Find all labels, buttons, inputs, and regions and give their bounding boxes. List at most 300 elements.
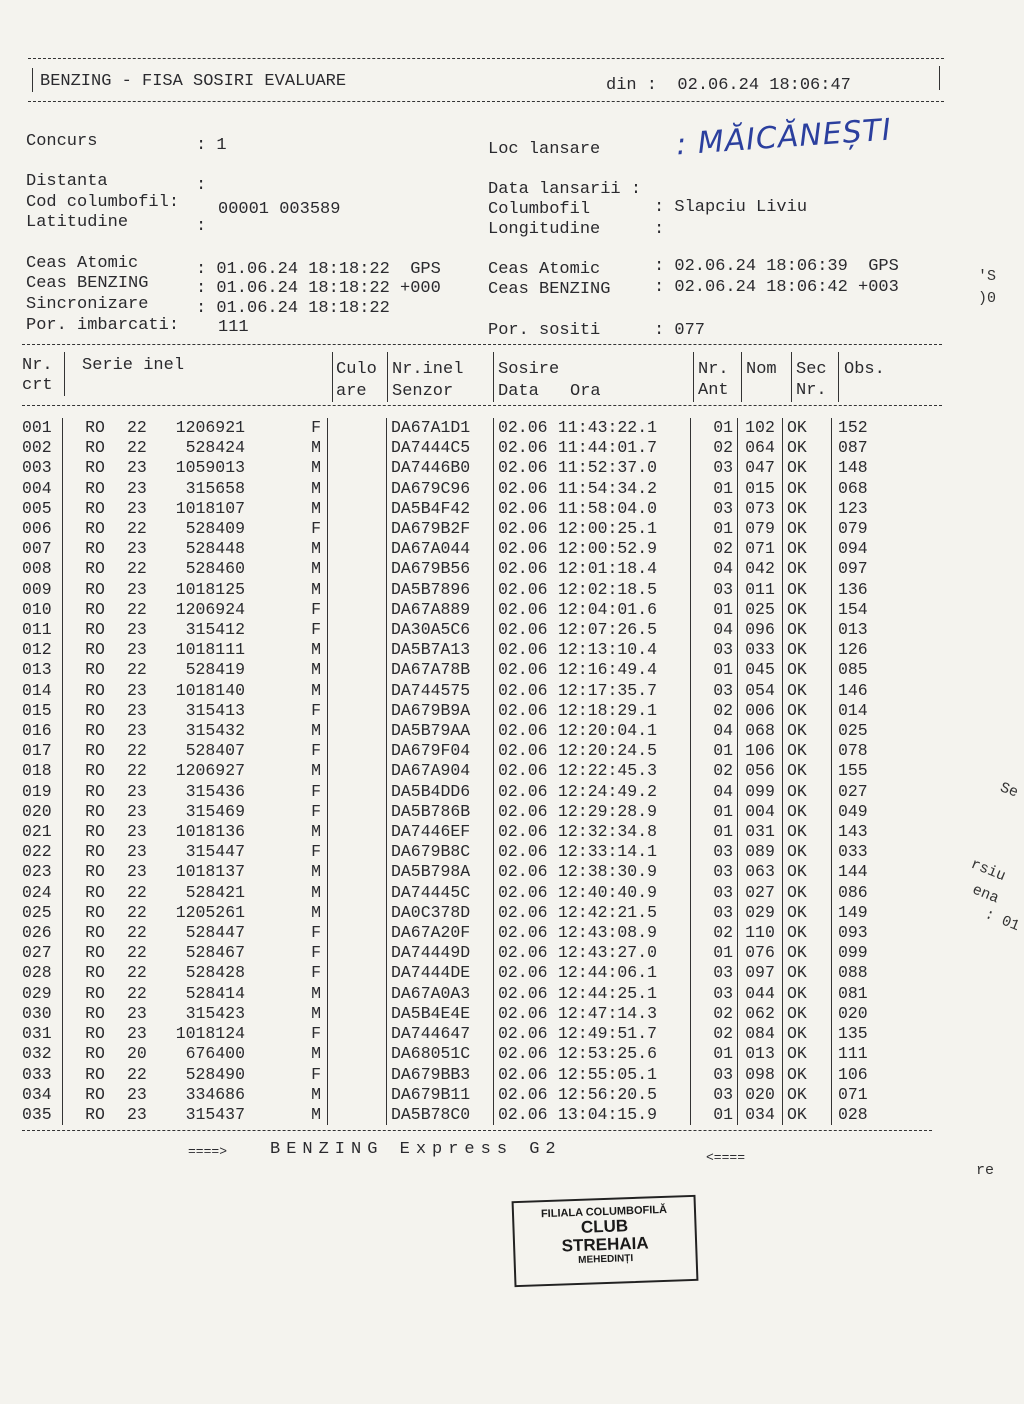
cell-ant: 03 (691, 862, 738, 882)
cell-nom: 064 (738, 438, 783, 458)
cell-culoare (328, 519, 387, 539)
table-row (22, 761, 898, 781)
cell-sec: OK (783, 458, 832, 478)
cell-ant: 02 (691, 1024, 738, 1044)
cell-ring: 315436 (185, 781, 245, 801)
cell-ring: 528448 (185, 539, 245, 559)
cell-yr: 23 (127, 700, 147, 720)
ceas-benzing-right-label: Ceas BENZING (488, 280, 611, 299)
cell-cc: RO (85, 801, 105, 821)
cell-ring: 1206927 (175, 761, 245, 781)
cell-ant: 02 (691, 1004, 738, 1024)
cell-time: 12:38:30.9 (558, 862, 691, 882)
cell-nom: 027 (738, 883, 783, 903)
col-serie-inel: Serie inel (82, 356, 185, 375)
cell-culoare (328, 600, 387, 620)
cell-cc: RO (85, 458, 105, 478)
cell-nr: 022 (22, 842, 63, 862)
ceas-benzing-value: : 01.06.24 18:18:22 +000 (196, 279, 441, 298)
cell-sex: F (249, 802, 328, 822)
cell-obs: 143 (838, 822, 868, 842)
cell-sec: OK (783, 862, 832, 882)
cell-nr: 005 (22, 499, 63, 519)
cell-obs: 068 (838, 478, 868, 498)
cell-nom: 068 (738, 721, 783, 741)
cell-sensor: DA5B78C0 (387, 1105, 494, 1125)
cell-ring: 315413 (185, 700, 245, 720)
table-row (22, 600, 898, 620)
cell-date: 02.06 (498, 418, 548, 437)
cell-yr: 23 (127, 1084, 147, 1104)
por-imbarcati-value: 111 (218, 318, 249, 337)
cell-obs: 152 (838, 418, 868, 437)
col-culoare-2: are (336, 382, 367, 401)
cell-sensor: DA5B4F42 (387, 499, 494, 519)
cod-columbofil-value: 00001 003589 (218, 200, 341, 219)
cell-ring: 1205261 (175, 902, 245, 922)
cell-obs: 135 (838, 1024, 868, 1044)
cell-sex: M (249, 640, 328, 660)
cell-time: 12:47:14.3 (558, 1004, 691, 1024)
cell-sex: F (249, 418, 328, 438)
cell-nr: 010 (22, 600, 63, 620)
cell-nom: 034 (738, 1105, 783, 1125)
stamp-line-1: FILIALA COLUMBOFILĂ (540, 1203, 668, 1221)
cell-ring: 315423 (185, 1003, 245, 1023)
columbofil-value: : Slapciu Liviu (654, 198, 808, 217)
cell-sex: M (249, 539, 328, 559)
cell-time: 12:55:05.1 (558, 1065, 691, 1085)
hdr-divider-8 (838, 352, 839, 402)
cell-ring: 315437 (185, 1104, 245, 1124)
cell-date: 02.06 (498, 741, 548, 761)
cell-sensor: DA679B8C (387, 842, 494, 862)
cell-date: 02.06 (498, 781, 548, 801)
edge-fragment-rsiu: rsiu (968, 855, 1008, 886)
cell-nom: 097 (738, 963, 783, 983)
cell-ring: 528407 (185, 741, 245, 761)
cell-nom: 020 (738, 1085, 783, 1105)
cell-sex: M (249, 458, 328, 478)
cell-nr: 025 (22, 903, 63, 923)
cell-yr: 23 (127, 1024, 147, 1044)
cell-cc: RO (85, 700, 105, 720)
cell-time: 11:44:01.7 (558, 438, 691, 458)
cell-cc: RO (85, 498, 105, 518)
ceas-atomic-right-label: Ceas Atomic (488, 260, 601, 279)
cell-nr: 014 (22, 681, 63, 701)
edge-fragment-re: re (976, 1162, 995, 1179)
cell-date: 02.06 (498, 680, 548, 700)
col-data: Data (498, 382, 539, 401)
cell-yr: 22 (127, 1064, 147, 1084)
cell-sex: F (249, 701, 328, 721)
cell-cc: RO (85, 478, 105, 498)
cell-sec: OK (783, 499, 832, 519)
cell-obs: 071 (838, 1084, 868, 1104)
cell-ant: 03 (691, 681, 738, 701)
cell-time: 12:13:10.4 (558, 640, 691, 660)
cell-nr: 018 (22, 761, 63, 781)
cell-ring: 315469 (185, 801, 245, 821)
cell-nr: 009 (22, 580, 63, 600)
cell-nom: 044 (738, 984, 783, 1004)
cell-nom: 004 (738, 802, 783, 822)
cell-cc: RO (85, 438, 105, 458)
cell-nom: 071 (738, 539, 783, 559)
ceas-atomic-label: Ceas Atomic (26, 254, 139, 273)
cell-culoare (328, 1024, 387, 1044)
cell-yr: 23 (127, 680, 147, 700)
footer-brand: BENZING Express G2 (270, 1140, 562, 1159)
cell-cc: RO (85, 1044, 105, 1064)
table-row (22, 741, 898, 761)
cell-sec: OK (783, 701, 832, 721)
cell-sec: OK (783, 1044, 832, 1064)
header-left-bar (32, 68, 33, 92)
cell-sex: F (249, 963, 328, 983)
cell-yr: 22 (127, 761, 147, 781)
cell-cc: RO (85, 923, 105, 943)
cell-nom: 102 (738, 418, 783, 438)
cell-nom: 062 (738, 1004, 783, 1024)
cell-cc: RO (85, 1024, 105, 1044)
table-row (22, 701, 898, 721)
cell-obs: 146 (838, 680, 868, 700)
cell-ant: 03 (691, 580, 738, 600)
cell-ant: 01 (691, 600, 738, 620)
cell-sensor: DA679B9A (387, 701, 494, 721)
din-label: din : (606, 76, 658, 95)
col-nr-ant: Nr. (698, 360, 729, 379)
cell-culoare (328, 822, 387, 842)
cell-nom: 076 (738, 943, 783, 963)
cell-yr: 22 (127, 963, 147, 983)
longitudine-value: : (654, 220, 665, 239)
cell-sensor: DA68051C (387, 1044, 494, 1064)
cell-sensor: DA67A1D1 (387, 418, 494, 438)
hdr-divider-4 (493, 352, 494, 402)
cell-date: 02.06 (498, 902, 548, 922)
stamp-line-4: MEHEDINȚI (577, 1253, 634, 1266)
cell-cc: RO (85, 1003, 105, 1023)
edge-fragment-se: Se (997, 779, 1021, 802)
cell-culoare (328, 418, 387, 438)
cell-ring: 315432 (185, 721, 245, 741)
cell-time: 12:24:49.2 (558, 782, 691, 802)
cell-ant: 04 (691, 782, 738, 802)
cell-nr: 029 (22, 984, 63, 1004)
cell-ant: 02 (691, 438, 738, 458)
cell-sensor: DA67A20F (387, 923, 494, 943)
footer-arrows-right: <==== (706, 1150, 746, 1165)
cell-date: 02.06 (498, 519, 548, 539)
hdr-divider-5 (693, 352, 694, 402)
cell-time: 13:04:15.9 (558, 1105, 691, 1125)
cell-time: 12:01:18.4 (558, 559, 691, 579)
cell-yr: 22 (127, 559, 147, 579)
por-imbarcati-label: Por. imbarcati: (26, 316, 180, 335)
cell-ant: 01 (691, 418, 738, 438)
cell-cc: RO (85, 862, 105, 882)
cell-nom: 099 (738, 782, 783, 802)
cell-nom: 110 (738, 923, 783, 943)
cell-cc: RO (85, 822, 105, 842)
columbofil-label: Columbofil (488, 200, 591, 219)
cell-yr: 23 (127, 478, 147, 498)
cell-obs: 027 (838, 781, 868, 801)
cell-nr: 003 (22, 458, 63, 478)
cell-ant: 03 (691, 883, 738, 903)
cell-ring: 528447 (185, 923, 245, 943)
cell-obs: 155 (838, 761, 868, 781)
cell-yr: 22 (127, 660, 147, 680)
cell-sec: OK (783, 802, 832, 822)
cell-ant: 03 (691, 499, 738, 519)
cell-ring: 1018137 (175, 862, 245, 882)
cell-date: 02.06 (498, 1003, 548, 1023)
cell-sec: OK (783, 842, 832, 862)
cell-sec: OK (783, 559, 832, 579)
cell-nr: 034 (22, 1085, 63, 1105)
cell-culoare (328, 499, 387, 519)
cell-date: 02.06 (498, 721, 548, 741)
cell-yr: 23 (127, 498, 147, 518)
cell-culoare (328, 963, 387, 983)
cell-sensor: DA67A904 (387, 761, 494, 781)
cell-time: 11:58:04.0 (558, 499, 691, 519)
cell-nr: 012 (22, 640, 63, 660)
cell-obs: 149 (838, 902, 868, 922)
cell-nom: 047 (738, 458, 783, 478)
edge-fragment-o: )0 (978, 290, 997, 307)
cell-time: 12:44:06.1 (558, 963, 691, 983)
cell-ant: 03 (691, 1065, 738, 1085)
cell-date: 02.06 (498, 1084, 548, 1104)
cell-nr: 031 (22, 1024, 63, 1044)
cell-sensor: DA30A5C6 (387, 620, 494, 640)
cell-ring: 528460 (185, 559, 245, 579)
col-ant: Ant (698, 381, 729, 400)
cell-nr: 011 (22, 620, 63, 640)
cell-sec: OK (783, 479, 832, 499)
cell-nom: 045 (738, 660, 783, 680)
cell-obs: 020 (838, 1003, 868, 1023)
cell-nom: 106 (738, 741, 783, 761)
cell-time: 12:16:49.4 (558, 660, 691, 680)
cell-date: 02.06 (498, 559, 548, 579)
cell-yr: 23 (127, 640, 147, 660)
cell-nr: 026 (22, 923, 63, 943)
cell-nr: 028 (22, 963, 63, 983)
hdr-divider-2 (332, 352, 333, 402)
cell-ring: 1018124 (175, 1024, 245, 1044)
cell-cc: RO (85, 680, 105, 700)
cell-nom: 054 (738, 681, 783, 701)
cell-ring: 1018125 (175, 579, 245, 599)
col-nr-inel: Nr.inel (392, 360, 464, 379)
cell-cc: RO (85, 1064, 105, 1084)
cell-culoare (328, 883, 387, 903)
por-sositi-label: Por. sositi (488, 321, 601, 340)
cell-time: 12:40:40.9 (558, 883, 691, 903)
cell-nom: 029 (738, 903, 783, 923)
cell-time: 12:44:25.1 (558, 984, 691, 1004)
col-sosire: Sosire (498, 360, 560, 379)
cell-obs: 025 (838, 721, 868, 741)
cell-cc: RO (85, 418, 105, 437)
cell-yr: 22 (127, 882, 147, 902)
cell-nom: 031 (738, 822, 783, 842)
cell-obs: 086 (838, 882, 868, 902)
cell-culoare (328, 943, 387, 963)
cell-date: 02.06 (498, 862, 548, 882)
cell-time: 12:04:01.6 (558, 600, 691, 620)
cell-culoare (328, 539, 387, 559)
ceas-benzing-label: Ceas BENZING (26, 274, 149, 293)
loc-lansare-label: Loc lansare (488, 140, 601, 159)
col-nom: Nom (746, 360, 777, 379)
cell-ant: 02 (691, 923, 738, 943)
table-row (22, 519, 898, 539)
table-row (22, 842, 898, 862)
cell-sex: M (249, 1105, 328, 1125)
cell-cc: RO (85, 599, 105, 619)
cell-ant: 03 (691, 458, 738, 478)
cell-obs: 097 (838, 559, 868, 579)
table-row (22, 458, 898, 478)
cell-obs: 028 (838, 1104, 868, 1124)
arrivals-table (22, 418, 898, 1125)
table-row (22, 640, 898, 660)
cell-date: 02.06 (498, 579, 548, 599)
cell-culoare (328, 1004, 387, 1024)
cell-culoare (328, 458, 387, 478)
cell-nom: 079 (738, 519, 783, 539)
cell-date: 02.06 (498, 458, 548, 478)
cell-ring: 334686 (185, 1084, 245, 1104)
table-row (22, 1065, 898, 1085)
cell-sec: OK (783, 620, 832, 640)
cell-date: 02.06 (498, 620, 548, 640)
cell-yr: 23 (127, 1104, 147, 1124)
cell-sec: OK (783, 418, 832, 438)
cell-sensor: DA7446B0 (387, 458, 494, 478)
cell-sec: OK (783, 600, 832, 620)
cell-ant: 03 (691, 842, 738, 862)
cell-time: 11:54:34.2 (558, 479, 691, 499)
cell-date: 02.06 (498, 539, 548, 559)
cell-cc: RO (85, 963, 105, 983)
table-row (22, 539, 898, 559)
cell-date: 02.06 (498, 438, 548, 458)
cell-culoare (328, 721, 387, 741)
table-row (22, 883, 898, 903)
cell-cc: RO (85, 539, 105, 559)
cell-sensor: DA5B798A (387, 862, 494, 882)
cell-nr: 008 (22, 559, 63, 579)
cell-sensor: DA5B79AA (387, 721, 494, 741)
cell-yr: 23 (127, 842, 147, 862)
cell-obs: 106 (838, 1064, 868, 1084)
table-row (22, 1004, 898, 1024)
cell-sensor: DA0C378D (387, 903, 494, 923)
cell-yr: 23 (127, 620, 147, 640)
footer-arrows-left: ====> (188, 1144, 228, 1159)
sincronizare-value: : 01.06.24 18:18:22 (196, 299, 390, 318)
cell-culoare (328, 1085, 387, 1105)
cell-culoare (328, 438, 387, 458)
cell-obs: 093 (838, 923, 868, 943)
sincronizare-label: Sincronizare (26, 295, 149, 314)
cell-date: 02.06 (498, 1024, 548, 1044)
cell-ant: 02 (691, 701, 738, 721)
cell-time: 12:32:34.8 (558, 822, 691, 842)
col-crt: crt (22, 376, 53, 395)
table-row (22, 721, 898, 741)
cell-sex: M (249, 822, 328, 842)
cell-sex: F (249, 519, 328, 539)
table-row (22, 418, 898, 438)
cell-cc: RO (85, 579, 105, 599)
edge-fragment-s: 'S (978, 268, 997, 285)
cell-nr: 001 (22, 418, 63, 438)
cell-nr: 033 (22, 1065, 63, 1085)
table-row (22, 782, 898, 802)
cell-sensor: DA5B4E4E (387, 1004, 494, 1024)
col-culoare: Culo (336, 360, 377, 379)
cell-culoare (328, 923, 387, 943)
cell-sec: OK (783, 761, 832, 781)
table-row (22, 499, 898, 519)
col-ora: Ora (570, 382, 601, 401)
cell-nr: 016 (22, 721, 63, 741)
cell-ring: 676400 (185, 1044, 245, 1064)
cell-nom: 096 (738, 620, 783, 640)
cell-sec: OK (783, 782, 832, 802)
cell-sec: OK (783, 721, 832, 741)
latitudine-value: : (196, 217, 207, 236)
table-row (22, 580, 898, 600)
cell-nom: 025 (738, 600, 783, 620)
cell-obs: 099 (838, 943, 868, 963)
cell-cc: RO (85, 761, 105, 781)
cell-sex: F (249, 1065, 328, 1085)
cell-nom: 006 (738, 701, 783, 721)
cell-obs: 111 (838, 1044, 868, 1064)
cell-ring: 528490 (185, 1064, 245, 1084)
cell-sex: F (249, 600, 328, 620)
cell-sec: OK (783, 984, 832, 1004)
cell-date: 02.06 (498, 660, 548, 680)
cell-date: 02.06 (498, 923, 548, 943)
cell-obs: 081 (838, 983, 868, 1003)
header-top-rule (28, 58, 944, 59)
table-row (22, 943, 898, 963)
cell-date: 02.06 (498, 983, 548, 1003)
cell-sec: OK (783, 822, 832, 842)
cell-culoare (328, 782, 387, 802)
cell-date: 02.06 (498, 1104, 548, 1124)
cell-date: 02.06 (498, 842, 548, 862)
concurs-value: : 1 (196, 136, 227, 155)
cell-sec: OK (783, 741, 832, 761)
cell-date: 02.06 (498, 801, 548, 821)
ceas-atomic-right-value: : 02.06.24 18:06:39 GPS (654, 257, 899, 276)
distanta-value: : (196, 176, 207, 195)
cell-obs: 144 (838, 862, 868, 882)
cell-sec: OK (783, 539, 832, 559)
